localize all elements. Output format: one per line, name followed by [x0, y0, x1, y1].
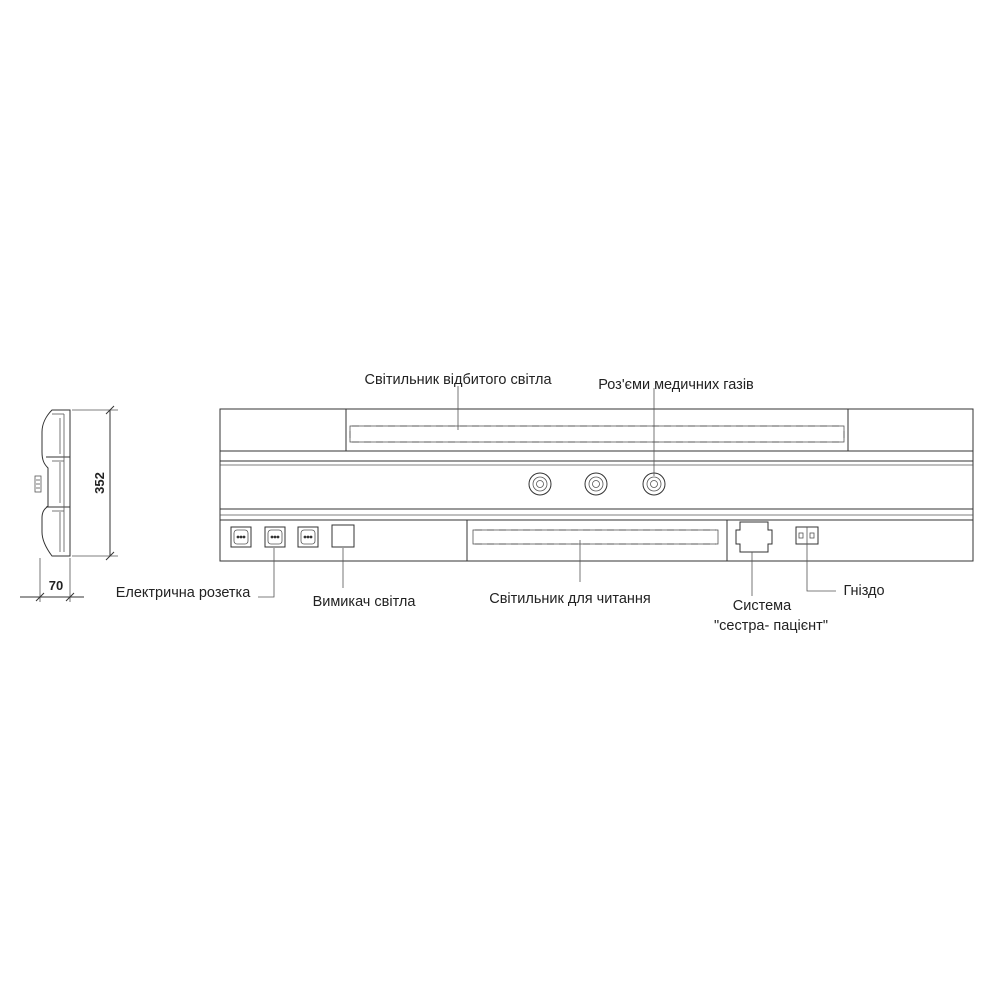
electrical-socket-1 [231, 527, 251, 547]
reflected-light-fixture [350, 426, 844, 442]
side-profile [35, 410, 70, 556]
medical-gas-outlet-3 [643, 473, 665, 495]
medical-gas-outlet-1 [529, 473, 551, 495]
panel-front-view [220, 409, 973, 561]
height-dimension-label: 352 [92, 472, 107, 494]
medical-gas-outlet-2 [585, 473, 607, 495]
nurse-call-label-line1: Система [732, 598, 792, 614]
medical-gases-label: Роз'єми медичних газів [598, 377, 754, 393]
depth-dimension-label: 70 [48, 578, 64, 593]
electrical-socket-3 [298, 527, 318, 547]
reading-light-fixture [473, 530, 718, 544]
light-switch-label: Вимикач світла [312, 594, 416, 610]
nurse-call-label-line2: "сестра- пацієнт" [714, 618, 828, 634]
depth-dimension [20, 558, 84, 602]
jack-socket [796, 527, 818, 544]
nurse-call-unit [736, 522, 772, 552]
light-switch [332, 525, 354, 547]
height-dimension [72, 406, 118, 560]
electrical-socket-2 [265, 527, 285, 547]
reading-light-label: Світильник для читання [489, 591, 651, 607]
jack-label: Гніздо [843, 583, 885, 599]
leader-lines [258, 386, 836, 597]
socket-label: Електрична розетка [115, 585, 251, 601]
reflected-light-label: Світильник відбитого світла [364, 372, 552, 388]
